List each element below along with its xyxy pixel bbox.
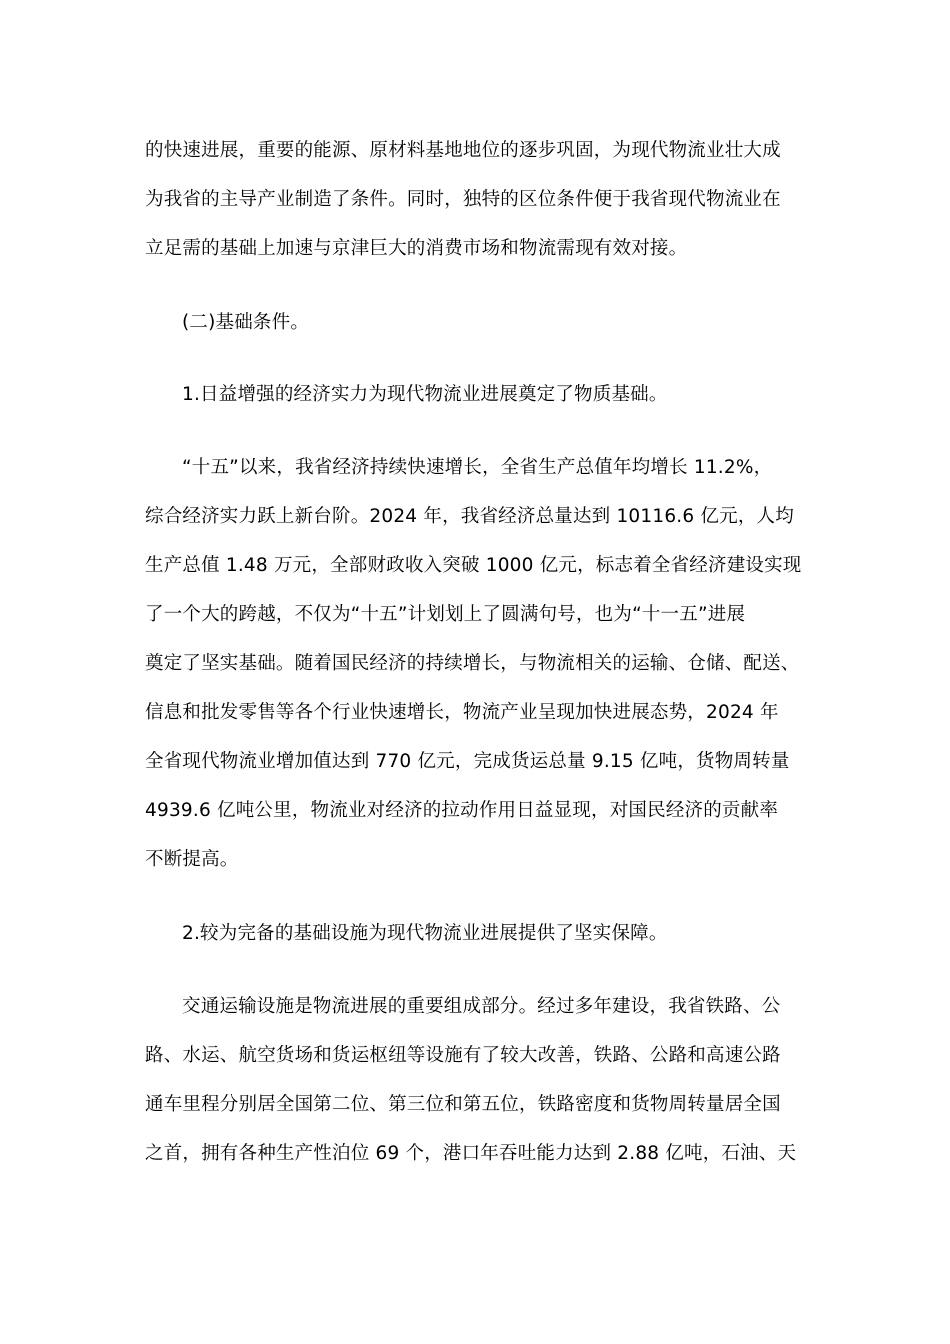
text-line: “十五”以来，我省经济持续快速增长，全省生产总值年均增长 11.2%， [182,457,773,478]
text-line: 通车里程分别居全国第二位、第三位和第五位，铁路密度和货物周转量居全国 [145,1094,781,1115]
subsection-heading: 2.较为完备的基础设施为现代物流业进展提供了坚实保障。 [182,923,668,944]
text-line: 为我省的主导产业制造了条件。同时，独特的区位条件便于我省现代物流业在 [145,189,781,210]
text-line: 立足需的基础上加速与京津巨大的消费市场和物流需现有效对接。 [145,238,688,259]
subsection-heading: 1.日益增强的经济实力为现代物流业进展奠定了物质基础。 [182,384,668,405]
text-line: 综合经济实力跃上新台阶。2024 年，我省经济总量达到 10116.6 亿元，人均 [145,506,794,527]
text-line: 交通运输设施是物流进展的重要组成部分。经过多年建设，我省铁路、公 [182,996,781,1017]
text-line: 不断提高。 [145,849,239,870]
text-line: 4939.6 亿吨公里，物流业对经济的拉动作用日益显现，对国民经济的贡献率 [145,800,779,821]
text-line: 全省现代物流业增加值达到 770 亿元，完成货运总量 9.15 亿吨，货物周转量 [145,751,790,772]
text-line: 奠定了坚实基础。随着国民经济的持续增长，与物流相关的运输、仓储、配送、 [145,653,800,674]
text-line: 之首，拥有各种生产性泊位 69 个，港口年吞吐能力达到 2.88 亿吨，石油、天 [145,1143,797,1164]
text-line: 了一个大的跨越，不仅为“十五”计划划上了圆满句号，也为“十一五”进展 [145,604,746,625]
section-heading: (二)基础条件。 [182,312,310,333]
text-line: 路、水运、航空货场和货运枢纽等设施有了较大改善，铁路、公路和高速公路 [145,1045,781,1066]
text-line: 的快速进展，重要的能源、原材料基地地位的逐步巩固，为现代物流业壮大成 [145,140,781,161]
text-line: 信息和批发零售等各个行业快速增长，物流产业呈现加快进展态势，2024 年 [145,702,779,723]
text-line: 生产总值 1.48 万元，全部财政收入突破 1000 亿元，标志着全省经济建设实现 [145,555,802,576]
